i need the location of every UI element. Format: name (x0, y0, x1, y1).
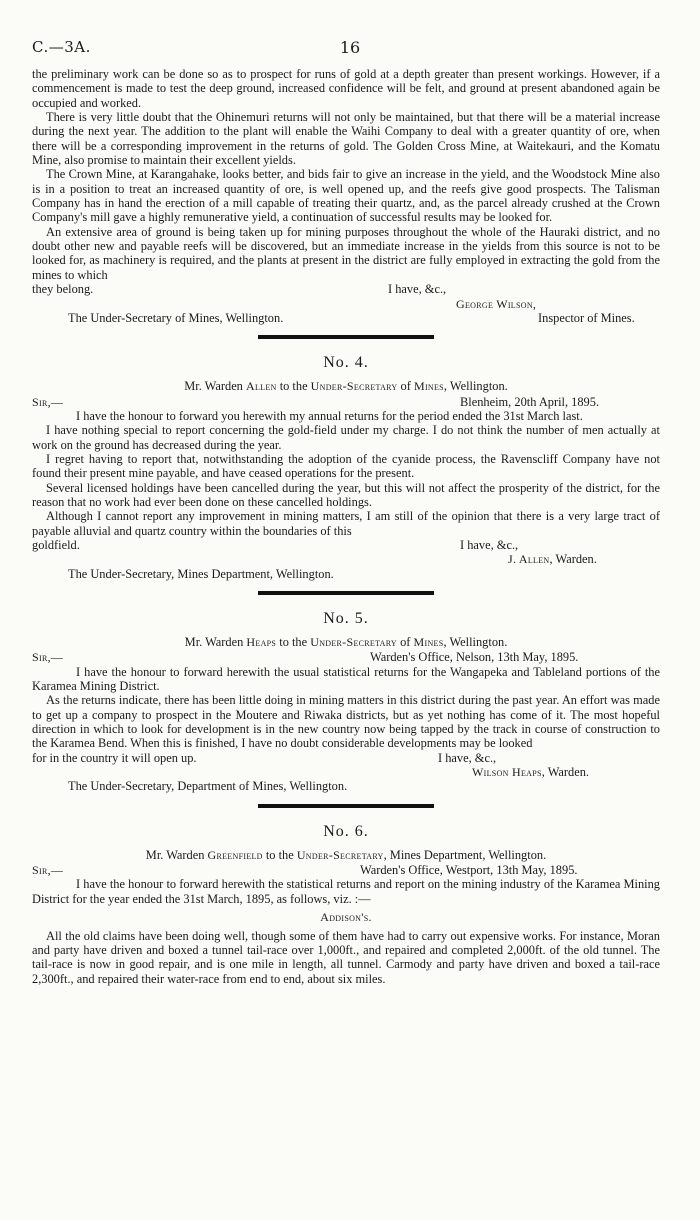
signature: George Wilson, (456, 296, 537, 311)
section-divider (258, 335, 434, 339)
closing-phrase: I have, &c., (460, 537, 519, 552)
paragraph: I have the honour to forward herewith the usual statistical returns for the Wangapeka and Tableland portions of the Karamea Mining District. (32, 664, 660, 694)
salutation-line (32, 395, 660, 409)
paragraph-end: they belong. (32, 282, 94, 297)
signature: Wilson Heaps, Warden. (472, 765, 590, 780)
section-divider (258, 804, 434, 808)
closing-line (32, 538, 660, 552)
closing-phrase: I have, &c., (438, 750, 497, 765)
signature-line (32, 765, 660, 779)
paragraph: All the old claims have been doing well, though some of them have had to carry out expensive works. For instance, Moran and party have driven and boxed a tunnel tail-race over 1,000ft., and repaired and completed 2,000ft. of the old tunnel. The tail-race is now in good repair, and is one mile in length, all tunnel. Carmody and party have driven and boxed a tail-race 2,300ft., and repaired their water-race from end to end, about six miles. (32, 928, 660, 986)
paragraph: The Crown Mine, at Karangahake, looks better, and bids fair to give an increase in the yield, and the Woodstock Mine also is in a position to treat an increased quantity of ore, is well opened up, and the reefs give good prospects. The Talisman Company has in hand the erection of a mill capable of treating their quartz, and, as the parcel already crushed at the Crown Company's mill gave a highly remunerative yield, a continuation of successful results may be looked for. (32, 167, 660, 225)
addressee: The Under-Secretary, Department of Mines, Wellington. (68, 779, 348, 794)
paragraph: An extensive area of ground is being taken up for mining purposes throughout the whole of the Hauraki district, and no doubt other new and payable reefs will be discovered, but an immediate increase in the yields from this source is not to be looked for, as machinery is required, and the plants at present in the district are fully employed in extracting the gold from the mines to which (32, 224, 660, 282)
letter-heading: Mr. Warden Heaps to the Under-Secretary of Mines, Wellington. (184, 635, 508, 649)
page-header (0, 38, 700, 58)
salutation: Sir,— (32, 863, 64, 878)
paragraph: Although I cannot report any improvement in mining matters, I am still of the opinion that there is a very large tract of payable alluvial and quartz country within the boundaries of this (32, 509, 660, 538)
section-number: No. 5. (323, 610, 369, 627)
signature-line (32, 552, 660, 566)
paragraph-end: goldfield. (32, 537, 80, 552)
document-body (32, 67, 660, 986)
signature: J. Allen, Warden. (508, 552, 597, 567)
closing-line (32, 751, 660, 765)
place-date: Warden's Office, Nelson, 13th May, 1895. (370, 650, 579, 665)
paragraph-end: for in the country it will open up. (32, 750, 197, 765)
salutation: Sir,— (32, 394, 64, 409)
addressee-line (32, 311, 660, 325)
salutation: Sir,— (32, 650, 64, 665)
report-code: C.—3A. (32, 38, 91, 56)
warden-name: Allen (245, 379, 277, 394)
salutation-line (32, 650, 660, 664)
letter-heading: Mr. Warden Greenfield to the Under-Secretary, Mines Department, Wellington. (145, 847, 547, 862)
salutation-line (32, 863, 660, 877)
place-date: Warden's Office, Westport, 13th May, 1895. (360, 863, 578, 878)
letter-heading: Mr. Warden Allen to the Under-Secretary of Mines, Wellington. (184, 379, 508, 394)
place-date: Blenheim, 20th April, 1895. (460, 394, 600, 409)
page-number: 16 (339, 38, 361, 57)
paragraph: I have nothing special to report concerning the gold-field under my charge. I do not think the number of men actually at work on the ground has decreased during the year. (32, 423, 660, 452)
paragraph: I have the honour to forward herewith the statistical returns and report on the mining industry of the Karamea Mining District for the year ended the 31st March, 1895, as follows, viz. :— (32, 877, 660, 906)
signatory-role: Inspector of Mines. (538, 310, 635, 325)
addressee-line (32, 779, 660, 793)
paragraph: I regret having to report that, notwithstanding the adoption of the cyanide process, the Ravenscliff Company have not found their present mine payable, and have ceased operations for the present. (32, 451, 660, 481)
addressee: The Under-Secretary, Mines Department, Wellington. (68, 566, 334, 581)
paragraph: There is very little doubt that the Ohinemuri returns will not only be maintained, but that there will be a material increase during the next year. The addition to the plant will enable the Waihi Company to deal with a greater quantity of ore, when there will be a corresponding improvement in the returns of gold. The Golden Cross Mine, at Waitekauri, and the Komatu Mine, also promise to maintain their excellent yields. (32, 110, 660, 168)
paragraph: I have the honour to forward you herewith my annual returns for the period ended the 31st March last. (76, 408, 583, 423)
addressee-line (32, 567, 660, 581)
warden-name: Greenfield (207, 847, 263, 862)
warden-name: Heaps (246, 635, 277, 649)
section-number: No. 6. (323, 822, 369, 840)
paragraph: Several licensed holdings have been cancelled during the year, but this will not affect the prosperity of the district, for the reason that no work had ever been done on these cancelled holdings. (32, 480, 660, 509)
paragraph: the preliminary work can be done so as to prospect for runs of gold at a depth greater than present workings. However, if a commencement is made to test the deep ground, increased confidence will be felt, and ground at present abandoned again be occupied and worked. (32, 67, 660, 110)
addressee: The Under-Secretary of Mines, Wellington. (68, 310, 284, 325)
subheading: Addison's. (320, 910, 372, 925)
paragraph: As the returns indicate, there has been little doing in mining matters in this district during the past year. An effort was made to get up a company to prospect in the Moutere and Riwaka districts, but as yet nothing has come of it. The most hopeful direction in which to look for development is in the new country now being tapped by the track in course of construction to the Karamea Bend. When this is finished, I have no doubt considerable developments may be looked (32, 693, 660, 751)
signature-line (32, 297, 660, 311)
closing-phrase: I have, &c., (388, 282, 447, 297)
closing-line (32, 282, 660, 296)
section-number: No. 4. (323, 354, 369, 372)
section-divider (258, 591, 434, 595)
